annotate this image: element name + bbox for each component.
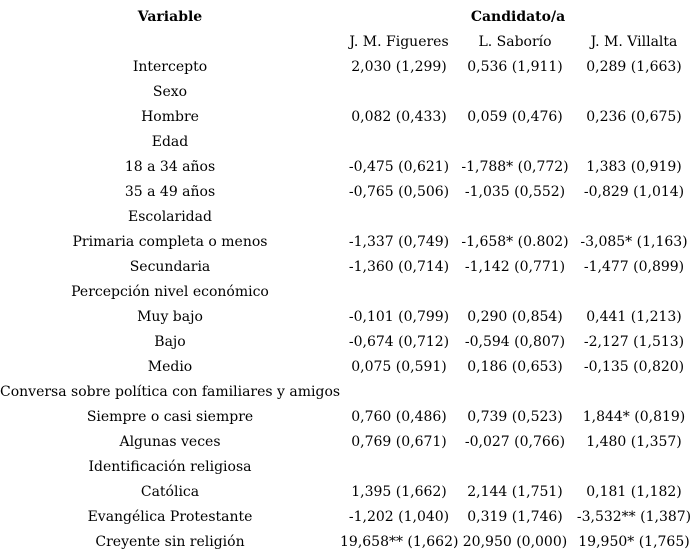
- row-label: Conversa sobre política con familiares y amigos: [0, 383, 341, 400]
- cell-value: 2,030 (1,299): [351, 58, 447, 75]
- cell-value: [458, 204, 572, 229]
- cell-value: -0,594 (0,807): [464, 333, 566, 350]
- row-label: Bajo: [154, 333, 186, 350]
- cell-value: [340, 279, 458, 304]
- cell-value: 2,144 (1,751): [467, 483, 563, 500]
- empty-header-cell: [0, 29, 340, 54]
- cell-value: -0,101 (0,799): [348, 308, 450, 325]
- table-row: [0, 54, 696, 79]
- cell-value: 1,383 (0,919): [586, 158, 682, 175]
- candidate-column-header-villalta: J. M. Villalta: [590, 33, 678, 50]
- cell-value: -0,674 (0,712): [348, 333, 450, 350]
- cell-value: [458, 79, 572, 104]
- table-row: [0, 79, 696, 104]
- table-row: [0, 129, 696, 154]
- cell-value: [572, 454, 696, 479]
- cell-value: 0,059 (0,476): [467, 108, 563, 125]
- table-row: [0, 404, 696, 429]
- cell-value: 19,658** (1,662): [340, 533, 459, 550]
- cell-value: 0,075 (0,591): [351, 358, 447, 375]
- row-label: Medio: [147, 358, 193, 375]
- table-row: [0, 104, 696, 129]
- row-label: Sexo: [152, 83, 188, 100]
- row-label: Católica: [140, 483, 200, 500]
- row-label: Primaria completa o menos: [72, 233, 268, 250]
- cell-value: 19,950* (1,765): [578, 533, 690, 550]
- cell-value: -3,085* (1,163): [580, 233, 688, 250]
- cell-value: [572, 279, 696, 304]
- table-row: [0, 454, 696, 479]
- candidate-group-header: Candidato/a: [470, 8, 566, 25]
- regression-table: [0, 4, 696, 554]
- table-row: [0, 479, 696, 504]
- cell-value: [458, 129, 572, 154]
- cell-value: [340, 454, 458, 479]
- table-header-group-row: [0, 4, 696, 29]
- cell-value: -0,135 (0,820): [583, 358, 685, 375]
- cell-value: [340, 204, 458, 229]
- row-label: Muy bajo: [137, 308, 203, 325]
- cell-value: -1,202 (1,040): [348, 508, 450, 525]
- cell-value: -0,829 (1,014): [583, 183, 685, 200]
- table-row: [0, 204, 696, 229]
- cell-value: 0,319 (1,746): [467, 508, 563, 525]
- table-row: [0, 354, 696, 379]
- cell-value: 0,536 (1,911): [467, 58, 563, 75]
- cell-value: -1,360 (0,714): [348, 258, 450, 275]
- table-row: [0, 279, 696, 304]
- cell-value: [340, 129, 458, 154]
- table-row: [0, 379, 696, 404]
- table-row: [0, 429, 696, 454]
- table-header-candidates-row: [0, 29, 696, 54]
- cell-value: [572, 379, 696, 404]
- cell-value: [572, 79, 696, 104]
- cell-value: 0,739 (0,523): [467, 408, 563, 425]
- cell-value: -1,337 (0,749): [348, 233, 450, 250]
- table-row: [0, 529, 696, 554]
- cell-value: 0,186 (0,653): [467, 358, 563, 375]
- cell-value: 0,236 (0,675): [586, 108, 682, 125]
- row-label: Intercepto: [132, 58, 208, 75]
- candidate-column-header-saborio: L. Saborío: [478, 33, 552, 50]
- cell-value: -0,475 (0,621): [348, 158, 450, 175]
- cell-value: 0,441 (1,213): [586, 308, 682, 325]
- cell-value: 1,395 (1,662): [351, 483, 447, 500]
- cell-value: -1,035 (0,552): [464, 183, 566, 200]
- cell-value: 0,290 (0,854): [467, 308, 563, 325]
- table-row: [0, 254, 696, 279]
- cell-value: 0,760 (0,486): [351, 408, 447, 425]
- row-label: Identificación religiosa: [88, 458, 252, 475]
- table-row: [0, 229, 696, 254]
- cell-value: -1,142 (0,771): [464, 258, 566, 275]
- cell-value: [340, 379, 458, 404]
- cell-value: 1,844* (0,819): [582, 408, 686, 425]
- table-row: [0, 504, 696, 529]
- row-label: 35 a 49 años: [124, 183, 216, 200]
- cell-value: -0,027 (0,766): [464, 433, 566, 450]
- cell-value: [572, 129, 696, 154]
- cell-value: [572, 204, 696, 229]
- cell-value: [340, 79, 458, 104]
- variable-column-header: Variable: [137, 8, 203, 25]
- cell-value: 0,289 (1,663): [586, 58, 682, 75]
- table-body: [0, 54, 696, 554]
- cell-value: -1,788* (0,772): [461, 158, 569, 175]
- cell-value: 20,950 (0,000): [462, 533, 568, 550]
- cell-value: [458, 379, 572, 404]
- row-label: Siempre o casi siempre: [86, 408, 254, 425]
- cell-value: -2,127 (1,513): [583, 333, 685, 350]
- row-label: Creyente sin religión: [95, 533, 245, 550]
- row-label: 18 a 34 años: [124, 158, 216, 175]
- row-label: Hombre: [141, 108, 199, 125]
- cell-value: [458, 279, 572, 304]
- cell-value: 1,480 (1,357): [586, 433, 682, 450]
- row-label: Evangélica Protestante: [87, 508, 253, 525]
- cell-value: 0,082 (0,433): [351, 108, 447, 125]
- cell-value: -3,532** (1,387): [576, 508, 692, 525]
- table-row: [0, 179, 696, 204]
- row-label: Secundaria: [129, 258, 211, 275]
- row-label: Escolaridad: [128, 208, 212, 225]
- row-label: Percepción nivel económico: [71, 283, 269, 300]
- table-row: [0, 304, 696, 329]
- cell-value: -0,765 (0,506): [348, 183, 450, 200]
- cell-value: 0,769 (0,671): [351, 433, 447, 450]
- table-row: [0, 154, 696, 179]
- candidate-column-header-figueres: J. M. Figueres: [349, 33, 449, 50]
- row-label: Edad: [151, 133, 189, 150]
- cell-value: 0,181 (1,182): [586, 483, 682, 500]
- cell-value: -1,477 (0,899): [583, 258, 685, 275]
- row-label: Algunas veces: [119, 433, 221, 450]
- cell-value: -1,658* (0.802): [461, 233, 569, 250]
- cell-value: [458, 454, 572, 479]
- table-row: [0, 329, 696, 354]
